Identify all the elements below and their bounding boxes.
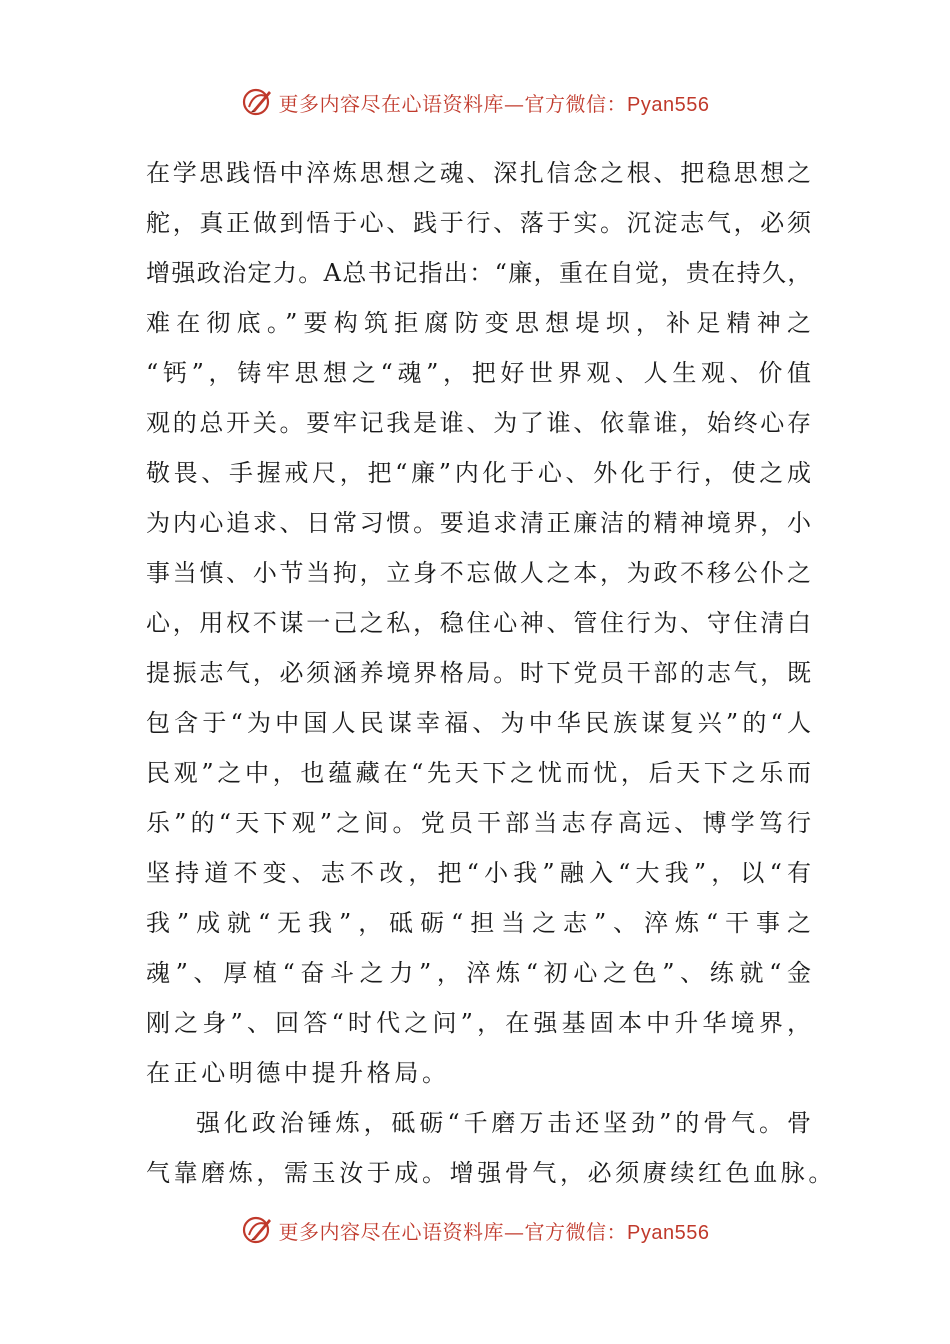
paragraph-first-line: 强化政治锤炼，砥砺“千磨万击还坚劲”的骨气。骨	[196, 1109, 811, 1137]
pen-swirl-logo-icon	[241, 85, 275, 119]
text-line: 提振志气，必须涵养境界格局。时下党员干部的志气，既	[146, 659, 811, 687]
text-line: 坚持道不变、志不改，把“小我”融入“大我”，以“有	[146, 859, 811, 887]
text-line: 增强政治定力。A总书记指出：“廉，重在自觉，贵在持久，	[146, 259, 811, 287]
banner-text	[279, 1216, 710, 1245]
header-watermark-banner	[0, 82, 950, 122]
text-line: 观的总开关。要牢记我是谁、为了谁、依靠谁，始终心存	[146, 409, 811, 437]
text-line: 为内心追求、日常习惯。要追求清正廉洁的精神境界，小	[146, 509, 811, 537]
text-line: 在学思践悟中淬炼思想之魂、深扎信念之根、把稳思想之	[146, 159, 811, 187]
banner-wechat-handle: Pyan556	[627, 1221, 710, 1244]
pen-swirl-logo-icon	[241, 1213, 275, 1247]
text-line: 我”成就“无我”，砥砺“担当之志”、淬炼“干事之	[146, 909, 811, 937]
text-line: 刚之身”、回答“时代之问”，在强基固本中升华境界，	[146, 1009, 811, 1037]
text-line: 气靠磨炼，需玉汝于成。增强骨气，必须赓续红色血脉。	[146, 1159, 836, 1187]
text-line: “钙”，铸牢思想之“魂”，把好世界观、人生观、价值	[146, 359, 811, 387]
text-line: 在正心明德中提升格局。	[146, 1059, 450, 1087]
text-line: 乐”的“天下观”之间。党员干部当志存高远、博学笃行	[146, 809, 811, 837]
footer-watermark-banner	[0, 1210, 950, 1250]
text-line: 魂”、厚植“奋斗之力”，淬炼“初心之色”、练就“金	[146, 959, 811, 987]
text-line: 难在彻底。”要构筑拒腐防变思想堤坝，补足精神之	[146, 309, 811, 337]
banner-site-text: 更多内容尽在心语资料库—官方微信：	[278, 1219, 628, 1244]
text-line: 敬畏、手握戒尺，把“廉”内化于心、外化于行，使之成	[146, 459, 811, 487]
text-line: 包含于“为中国人民谋幸福、为中华民族谋复兴”的“人	[146, 709, 811, 737]
text-line: 心，用权不谋一己之私，稳住心神、管住行为、守住清白	[146, 609, 811, 637]
document-body	[146, 148, 836, 1198]
banner-text	[279, 88, 710, 117]
text-line: 舵，真正做到悟于心、践于行、落于实。沉淀志气，必须	[146, 209, 811, 237]
banner-site-text: 更多内容尽在心语资料库—官方微信：	[278, 91, 628, 116]
text-line: 民观”之中，也蕴藏在“先天下之忧而忧，后天下之乐而	[146, 759, 811, 787]
banner-wechat-handle: Pyan556	[627, 93, 710, 116]
text-line: 事当慎、小节当拘，立身不忘做人之本，为政不移公仆之	[146, 559, 811, 587]
